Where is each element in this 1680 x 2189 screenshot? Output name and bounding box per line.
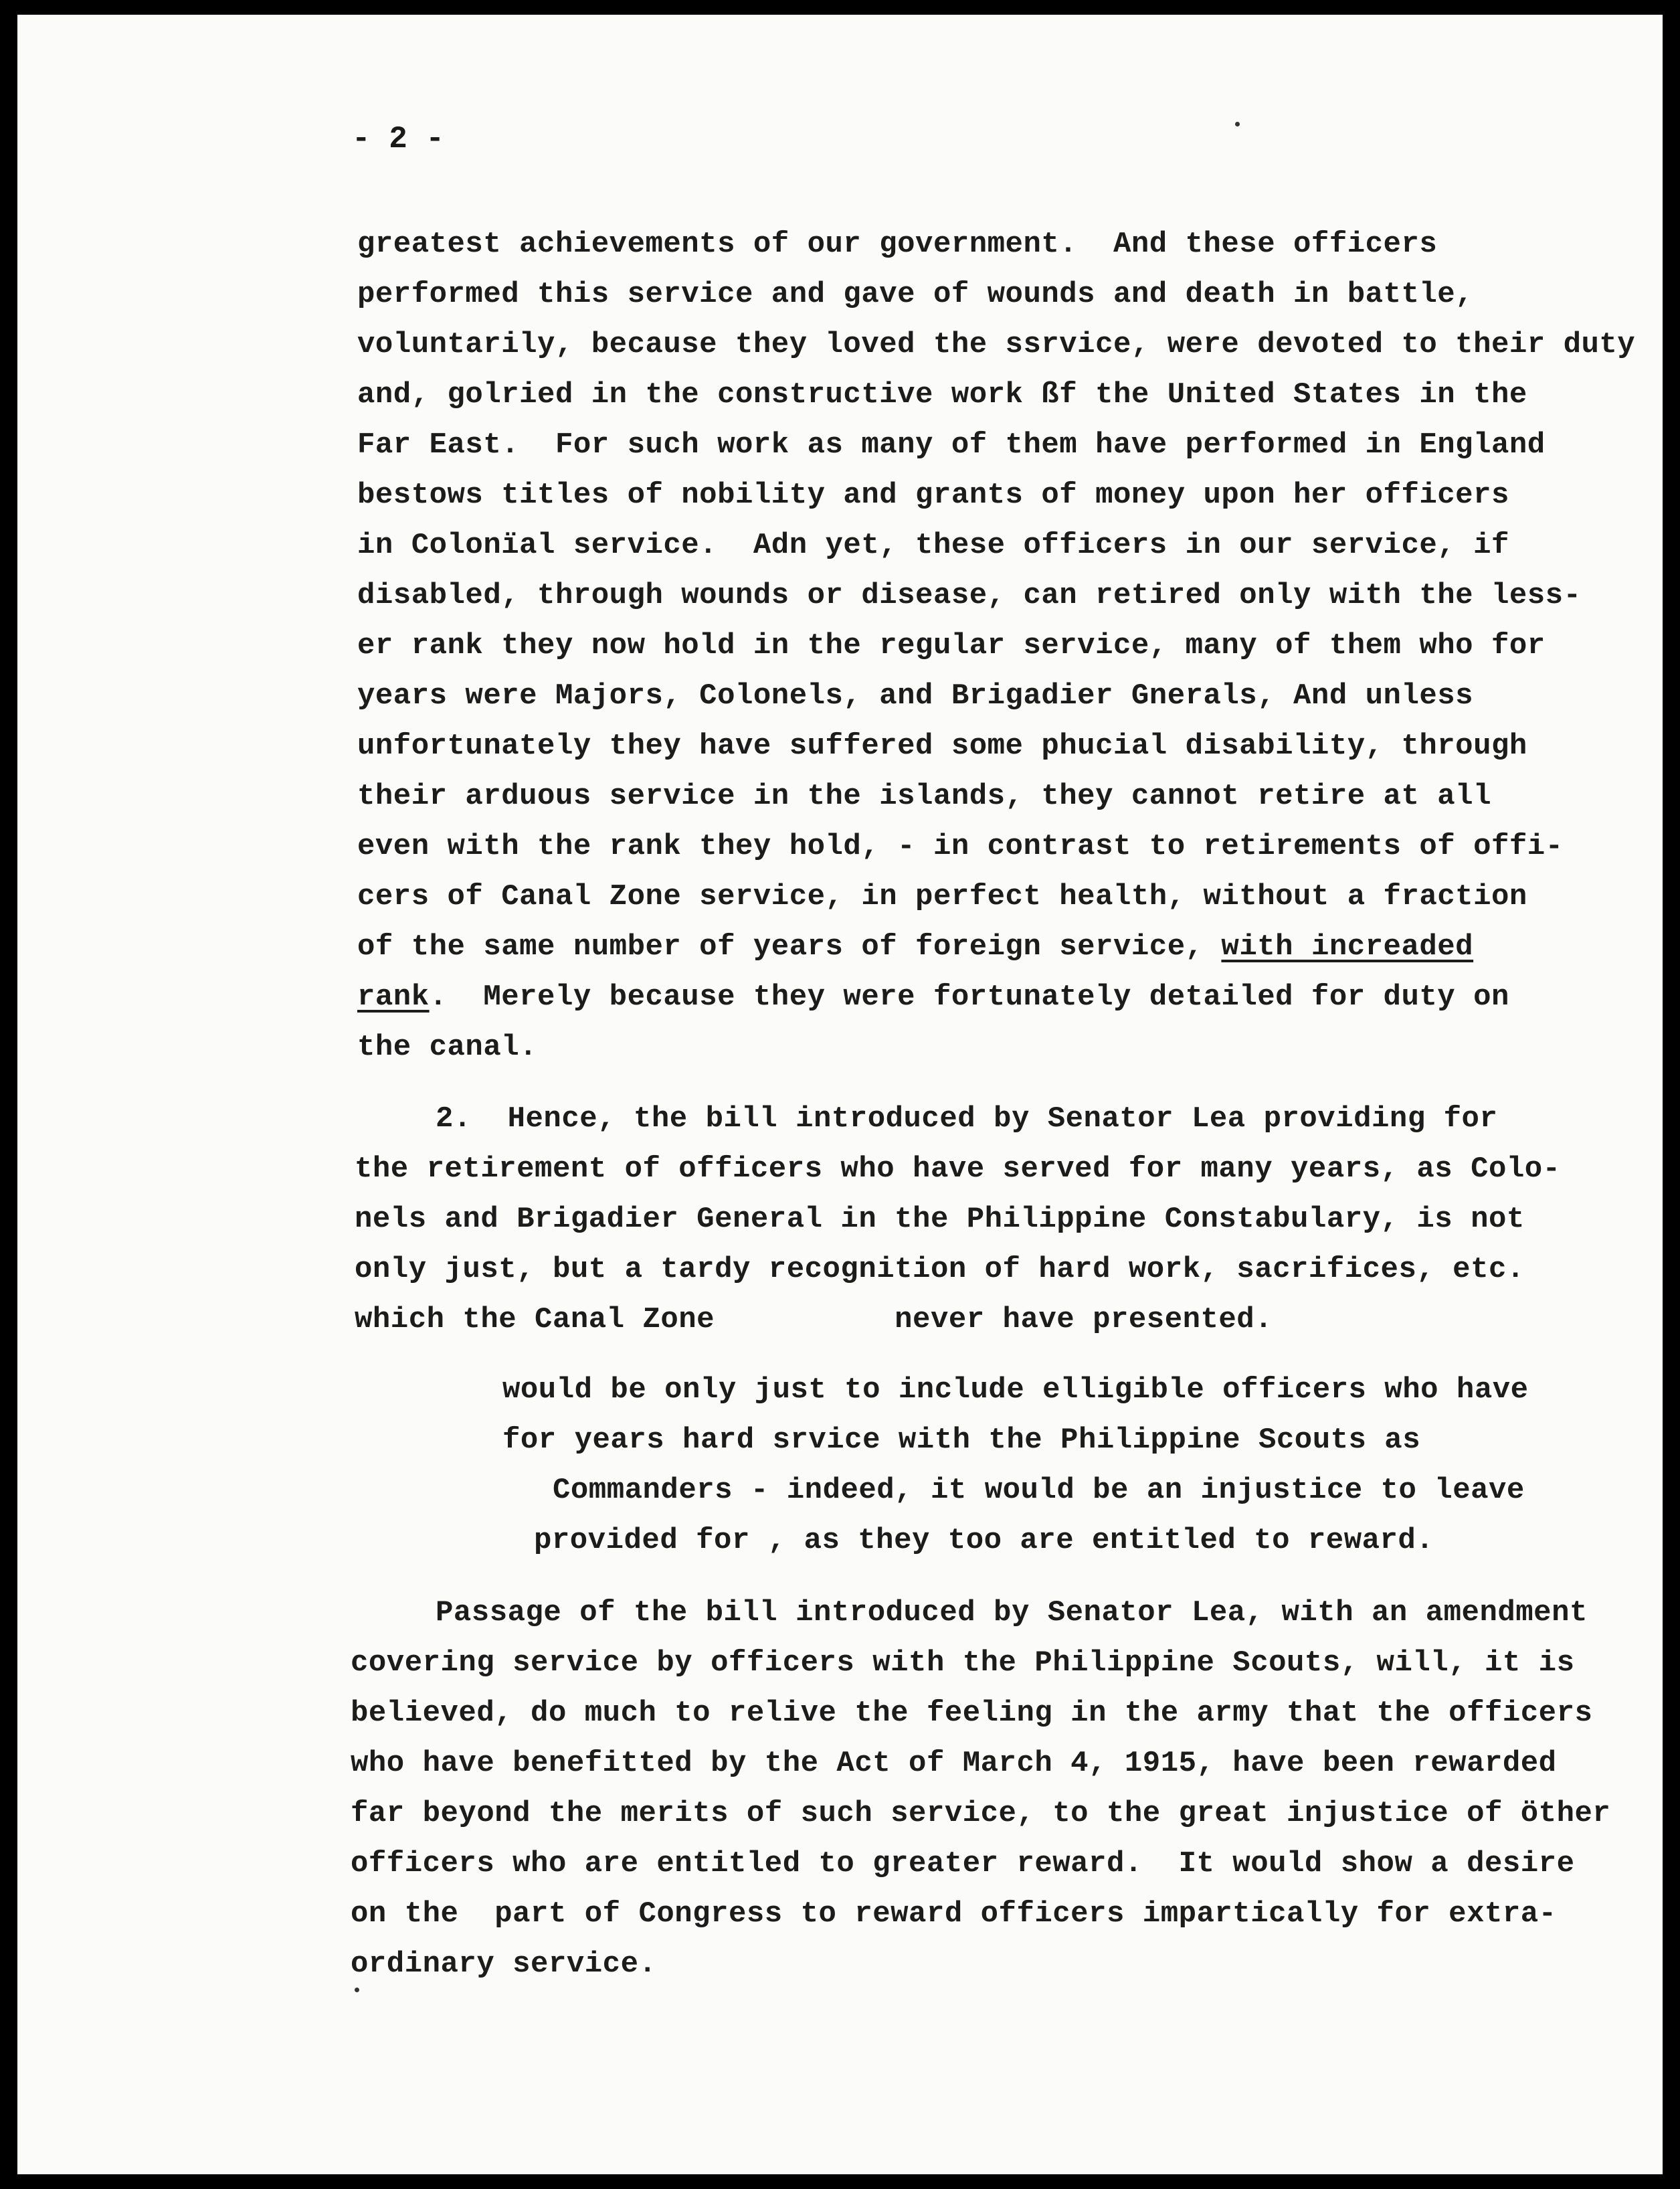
underlined-text: rank <box>357 980 430 1014</box>
text-line: far beyond the merits of such service, to the great injustice of öther <box>351 1797 1611 1830</box>
text-line: would be only just to include elligible officers who have <box>502 1373 1529 1407</box>
text-line: the canal. <box>357 1031 538 1064</box>
text-line: Commanders - indeed, it would be an injustice to leave <box>553 1474 1525 1507</box>
text-line: voluntarily, because they loved the ssrvice, were devoted to their duty <box>357 328 1636 361</box>
text-fragment: of the same number of years of foreign service, <box>357 930 1204 964</box>
text-line: the retirement of officers who have served for many years, as Colo- <box>355 1152 1561 1186</box>
page-number: - 2 - <box>352 122 445 157</box>
text-line <box>357 980 1509 1014</box>
scan-speck <box>355 1988 359 1992</box>
text-fragment: . Merely because they were fortunately detailed for duty on <box>429 980 1509 1014</box>
text-line: bestows titles of nobility and grants of money upon her officers <box>357 478 1509 512</box>
text-line: and, golried in the constructive work ßf the United States in the <box>357 378 1527 412</box>
text-line: who have benefitted by the Act of March 4, 1915, have been rewarded <box>351 1747 1557 1780</box>
text-line: cers of Canal Zone service, in perfect health, without a fraction <box>357 880 1527 913</box>
text-line <box>357 930 1473 964</box>
text-line: ordinary service. <box>351 1947 657 1981</box>
text-line: years were Majors, Colonels, and Brigadier Gnerals, And unless <box>357 679 1474 713</box>
text-line: their arduous service in the islands, they cannot retire at all <box>357 780 1491 813</box>
text-line: disabled, through wounds or disease, can retired only with the less- <box>357 579 1582 612</box>
text-line: on the part of Congress to reward officers impartically for extra- <box>351 1897 1557 1931</box>
text-line: unfortunately they have suffered some phucial disability, through <box>357 729 1527 763</box>
text-line: er rank they now hold in the regular service, many of them who for <box>357 629 1546 663</box>
text-line: for years hard srvice with the Philippine Scouts as <box>502 1423 1421 1457</box>
scan-speck <box>1235 122 1240 126</box>
text-line: only just, but a tardy recognition of hard work, sacrifices, etc. <box>355 1253 1525 1286</box>
text-line: officers who are entitled to greater reward. It would show a desire <box>351 1847 1575 1880</box>
text-line: which the Canal Zone never have presented. <box>355 1303 1273 1336</box>
text-line: even with the rank they hold, - in contrast to retirements of offi- <box>357 830 1564 863</box>
text-line: performed this service and gave of wounds and death in battle, <box>357 278 1474 311</box>
text-line: nels and Brigadier General in the Philippine Constabulary, is not <box>355 1203 1525 1236</box>
document-page <box>17 15 1663 2174</box>
text-line: greatest achievements of our government. And these officers <box>357 228 1438 261</box>
text-line: Far East. For such work as many of them have performed in England <box>357 428 1546 462</box>
underlined-text: with increaded <box>1221 930 1474 964</box>
text-line: provided for , as they too are entitled to reward. <box>534 1524 1434 1557</box>
text-line: 2. Hence, the bill introduced by Senator Lea providing for <box>436 1102 1498 1136</box>
text-line: covering service by officers with the Philippine Scouts, will, it is <box>351 1646 1575 1680</box>
text-line: Passage of the bill introduced by Senator Lea, with an amendment <box>436 1596 1588 1630</box>
text-line: in Colonïal service. Adn yet, these officers in our service, if <box>357 529 1509 562</box>
text-line: believed, do much to relive the feeling in the army that the officers <box>351 1696 1593 1730</box>
